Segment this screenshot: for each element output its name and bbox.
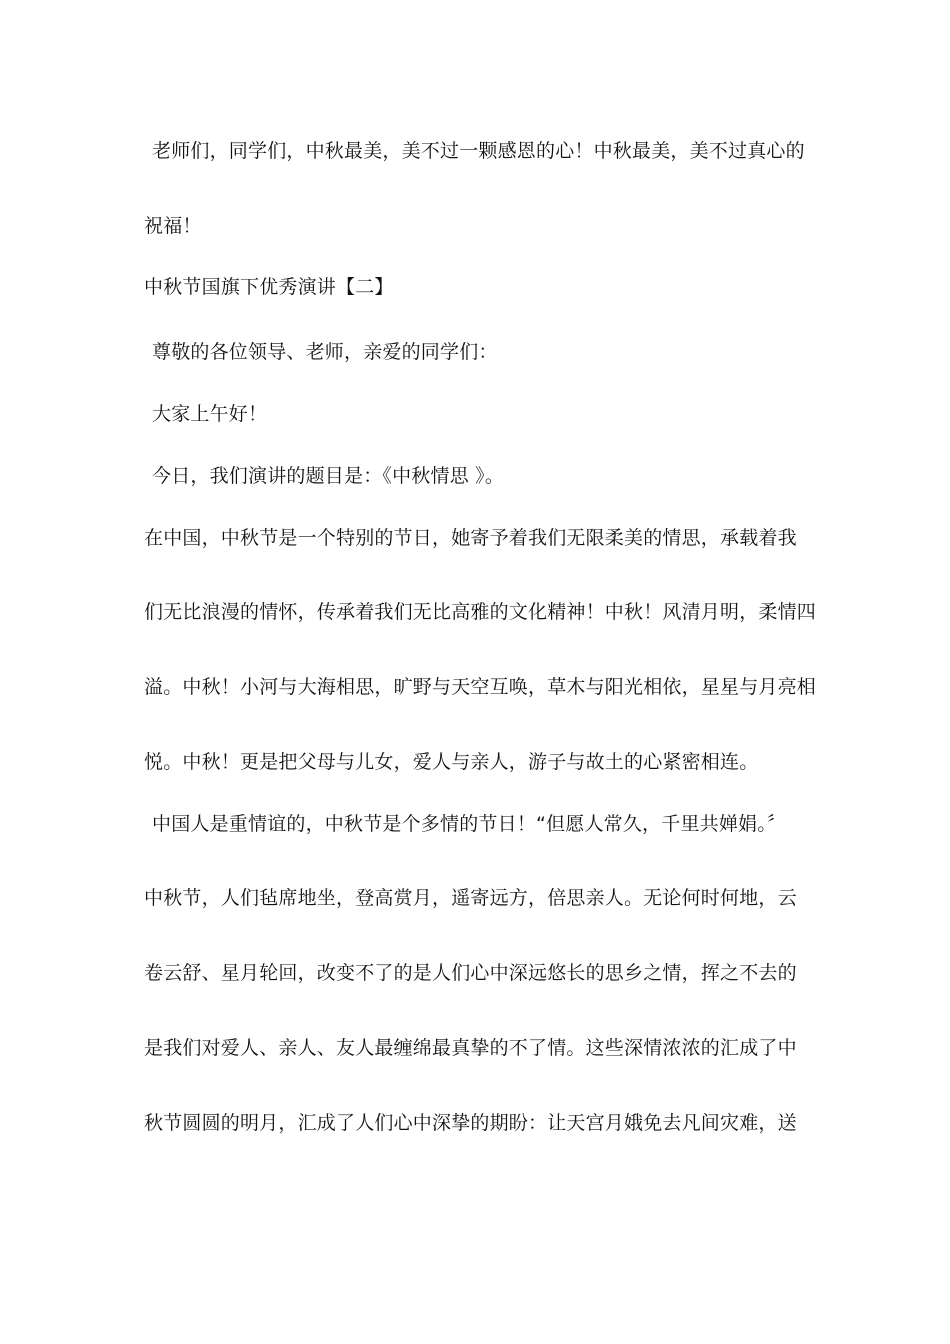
paragraph-line: 在中国，中秋节是一个特别的节日，她寄予着我们无限柔美的情思，承载着我	[144, 527, 797, 549]
paragraph-line: 悦。中秋！更是把父母与儿女，爱人与亲人，游子与故土的心紧密相连。	[144, 751, 759, 773]
section-heading: 中秋节国旗下优秀演讲【二】	[144, 276, 394, 298]
paragraph-line: 秋节圆圆的明月，汇成了人们心中深挚的期盼：让天宫月娥免去凡间灾难，送	[144, 1112, 797, 1134]
paragraph-line: 溢。中秋！小河与大海相思，旷野与天空互唤，草木与阳光相依，星星与月亮相	[144, 676, 817, 698]
greeting: 大家上午好！	[152, 403, 268, 425]
salutation: 尊敬的各位领导、老师，亲爱的同学们：	[152, 341, 498, 363]
speech-topic: 今日，我们演讲的题目是：《中秋情思 》。	[152, 465, 505, 487]
paragraph-line: 是我们对爱人、亲人、友人最缠绵最真挚的不了情。这些深情浓浓的汇成了中	[144, 1037, 797, 1059]
paragraph-line: 中国人是重情谊的，中秋节是个多情的节日！“但愿人常久，千里共婵娟。〞	[152, 813, 787, 835]
paragraph-line: 老师们，同学们，中秋最美，美不过一颗感恩的心！中秋最美，美不过真心的	[152, 140, 805, 162]
paragraph-line: 们无比浪漫的情怀，传承着我们无比高雅的文化精神！中秋！风清月明，柔情四	[144, 601, 817, 623]
paragraph-line: 中秋节，人们毡席地坐，登高赏月，遥寄远方，倍思亲人。无论何时何地，云	[144, 887, 797, 909]
paragraph-line: 祝福！	[144, 215, 202, 237]
paragraph-line: 卷云舒、星月轮回，改变不了的是人们心中深远悠长的思乡之情，挥之不去的	[144, 962, 797, 984]
